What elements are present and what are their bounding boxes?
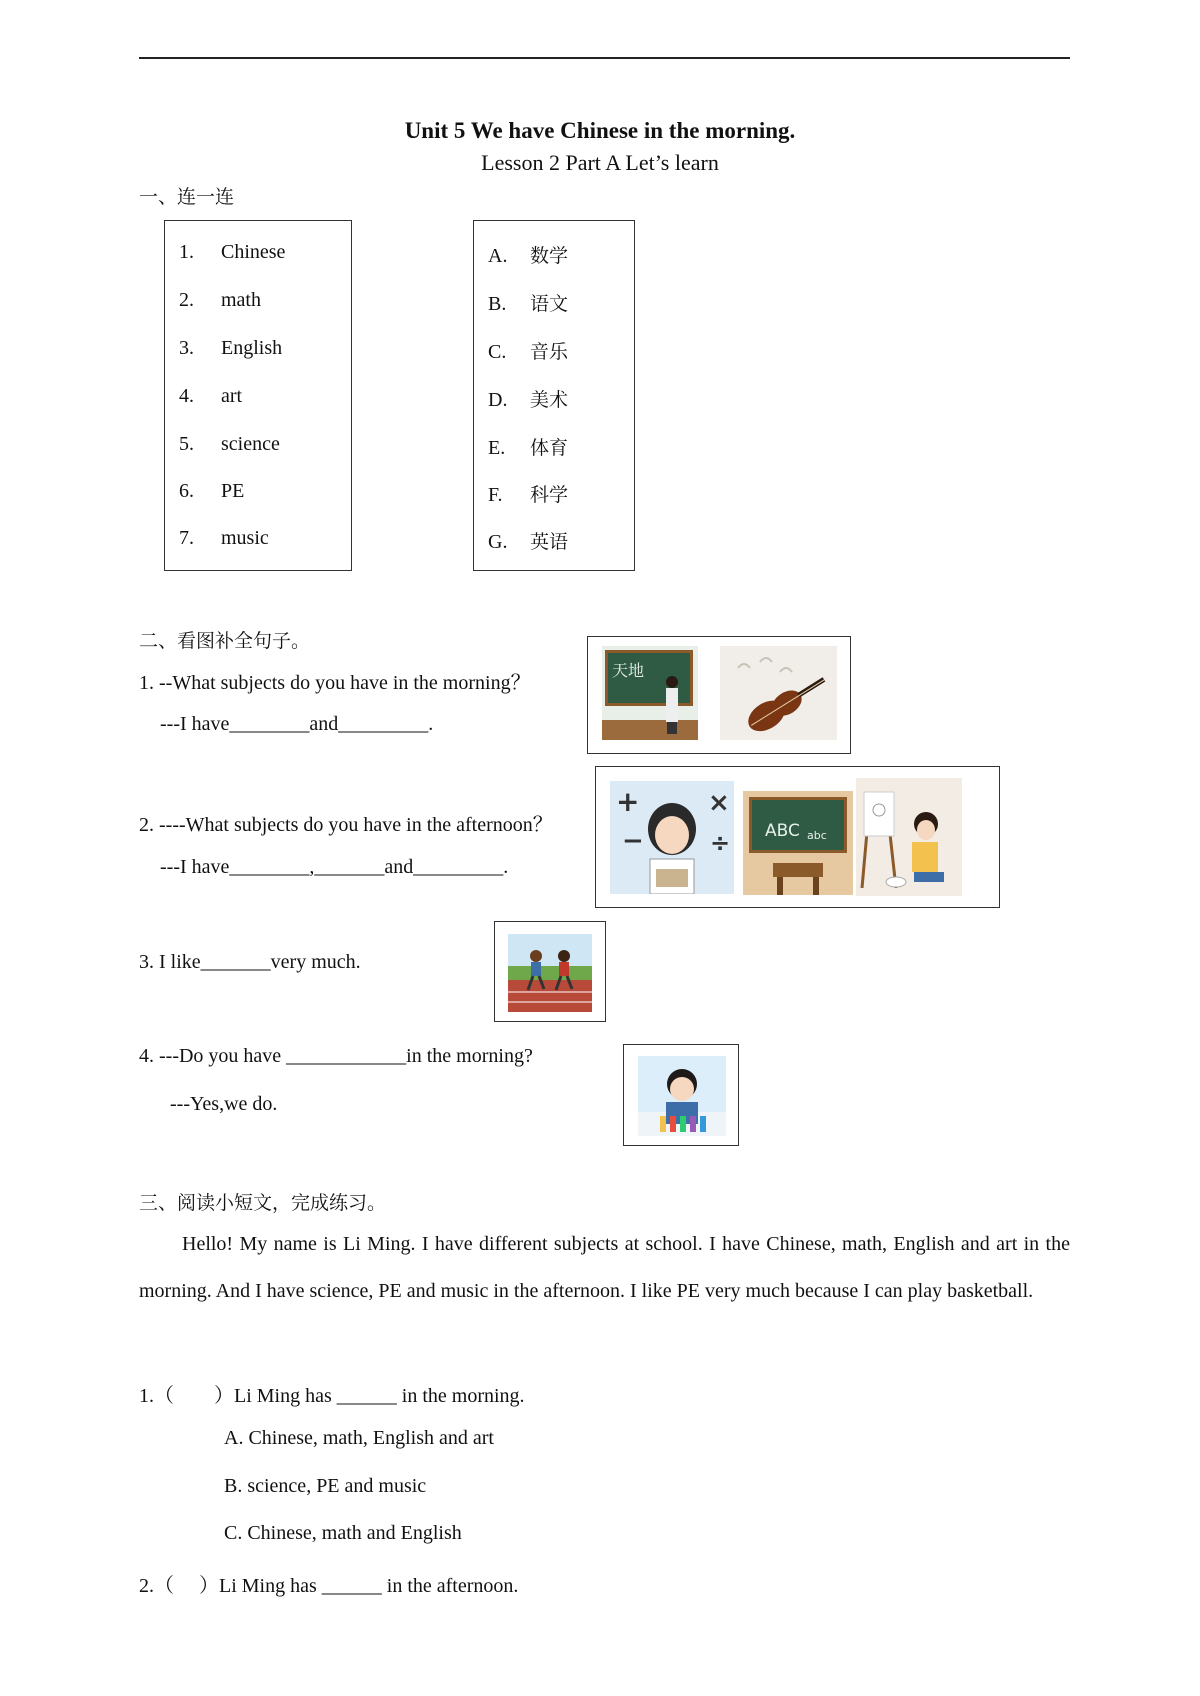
header-rule [139,57,1070,59]
svg-text:×: × [708,788,730,818]
q2-image-box [595,766,1000,908]
section1-heading: 一、连一连 [139,186,235,208]
svg-text:+: + [616,785,640,818]
q4-question[interactable]: 4. ---Do you have ____________in the morning? [139,1045,533,1067]
section3-heading: 三、阅读小短文，完成练习。 [139,1192,387,1214]
page-subtitle: Lesson 2 Part A Let’s learn [481,150,719,175]
match-right-item[interactable]: F. 科学 [488,484,569,506]
match-right-item[interactable]: G. 英语 [488,531,569,553]
match-left-item[interactable]: 3. English [179,337,283,359]
q1-option-c[interactable]: C. Chinese, math and English [224,1522,462,1544]
q1-image-box [587,636,851,754]
section2-heading: 二、看图补全句子。 [139,630,311,652]
q2-question: 2. ----What subjects do you have in the afternoon？ [139,814,553,836]
teacher-chalkboard-image [602,646,698,740]
match-right-item[interactable]: D. 美术 [488,389,569,411]
match-left-item[interactable]: 6. PE [179,480,245,502]
q4-answer: ---Yes,we do. [170,1093,278,1115]
chinese-word-box [473,220,635,571]
svg-text:−: − [622,826,644,856]
q1-answer-line[interactable]: ---I have________and_________. [160,713,434,735]
q2-answer-line[interactable]: ---I have________,_______and_________. [160,856,509,878]
match-left-item[interactable]: 1. Chinese [179,241,286,263]
reading-q2[interactable]: 2.（ ）Li Ming has ______ in the afternoon. [139,1575,519,1597]
math-girl-image [610,781,734,894]
passage-text: Hello! My name is Li Ming. I have different subjects at school. I have Chinese, math, English and art in the morning. And I have science, PE and music in the afternoon. I like PE very much because I can play basketball. [139,1233,1070,1302]
reading-q1[interactable]: 1.（ ）Li Ming has ______ in the morning. [139,1385,525,1407]
page-title: Unit 5 We have Chinese in the morning. [404,118,796,143]
art-painting-image [856,778,962,896]
match-right-item[interactable]: E. 体育 [488,437,569,459]
match-right-item[interactable]: A. 数学 [488,245,569,267]
violin-image [720,646,837,740]
match-left-item[interactable]: 7. music [179,527,269,549]
svg-text:abc: abc [807,829,827,842]
science-boy-image [638,1056,726,1136]
q1-option-b[interactable]: B. science, PE and music [224,1475,427,1497]
english-board-image [743,791,853,895]
english-word-box [164,220,352,571]
board-chinese-text: 天地 [612,661,645,680]
match-right-item[interactable]: C. 音乐 [488,341,569,363]
reading-passage [139,1221,1070,1315]
q3-question[interactable]: 3. I like_______very much. [139,951,361,973]
svg-text:÷: ÷ [710,829,731,857]
match-left-item[interactable]: 2. math [179,289,261,311]
match-left-item[interactable]: 5. science [179,433,280,455]
match-left-item[interactable]: 4. art [179,385,243,407]
running-kids-image [508,934,592,1012]
q1-option-a[interactable]: A. Chinese, math, English and art [224,1427,494,1449]
board-english-text: ABC [765,821,800,841]
q3-image-box [494,921,606,1022]
match-right-item[interactable]: B. 语文 [488,293,569,315]
q4-image-box [623,1044,739,1146]
q1-question: 1. --What subjects do you have in the morning？ [139,672,531,694]
